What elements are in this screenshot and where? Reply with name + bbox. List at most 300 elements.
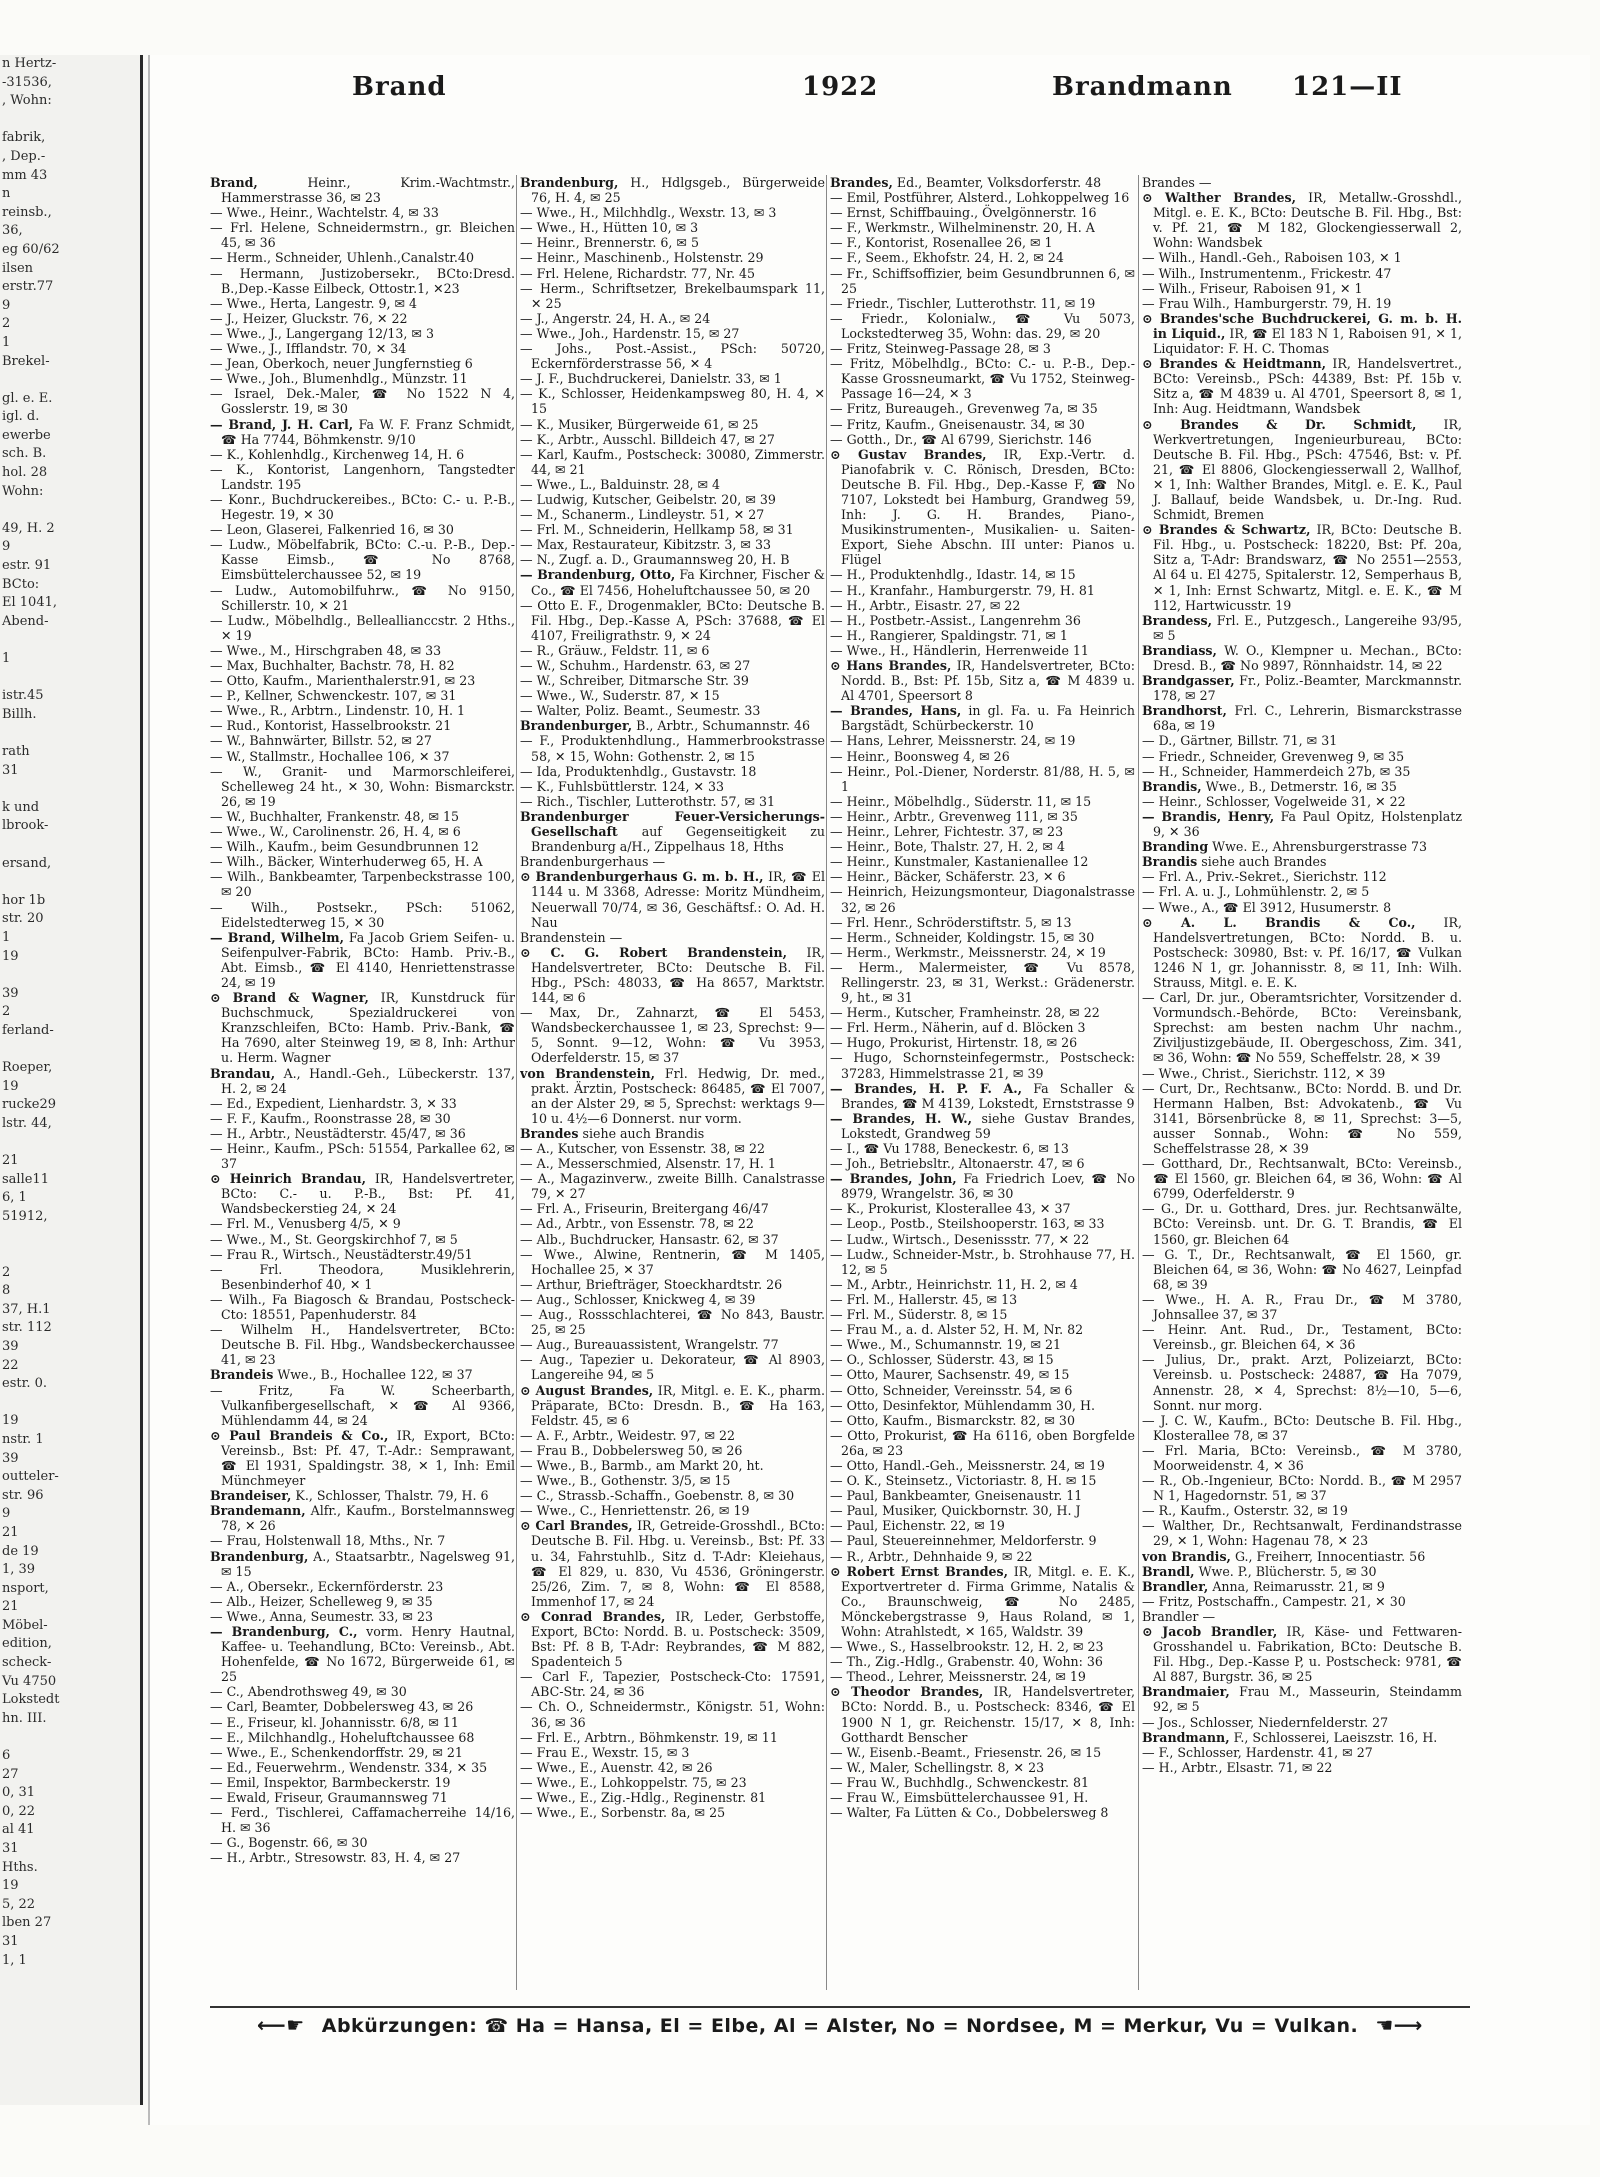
directory-entry [210,1428,515,1488]
entry-text: — Rich., Tischler, Lutterothstr. 57, ✉ 31 [520,793,776,809]
column-divider [1138,175,1139,1990]
entry-text: IR, Werkvertretungen, Ingenieurbureau, BCto: Deutsche B. Fil. Hbg., PSch: 47546, Bst: v. Pf. 21, ☎ El 8806, Glockengiesserwall 2, Wallhof, ✕ 1, Inh: Walther Brandes, Mitgl. e. E. K., Paul J. Ballauf, beide Wandsbek, u. Dr.-Ing. Rud. Schmidt, Bremen [1153,416,1462,523]
directory-entry [830,1413,1135,1428]
entry-name: Brandau, [210,1065,276,1081]
directory-entry [520,733,825,763]
directory-entry [520,809,825,854]
directory-entry [1142,1201,1462,1246]
directory-entry [210,809,515,824]
directory-entry [210,613,515,643]
directory-entry [520,250,825,265]
directory-entry [1142,356,1462,416]
entry-text: — Rud., Kontorist, Hasselbrookstr. 21 [210,718,452,734]
gutter-line: Brekel- [2,353,50,369]
gutter-line: 0, 22 [2,1803,36,1819]
entry-name: ⊙ Hans Brandes, [830,658,952,673]
directory-entry [830,1503,1135,1518]
directory-entry [1142,900,1462,915]
entry-name: ⊙ Brand & Wagner, [210,990,369,1006]
entry-text: — Heinr., Bäcker, Schäferstr. 23, ✕ 6 [830,869,1066,885]
directory-entry [1142,884,1462,899]
gutter-line: 31 [2,1933,19,1949]
entry-name: ⊙ Brandes & Dr. Schmidt, [1142,416,1417,432]
directory-entry [210,1699,515,1714]
directory-entry [830,235,1135,250]
directory-entry [210,266,515,296]
directory-entry [830,205,1135,220]
entry-text: — Aug., Rossschlachterei, ☎ No 843, Baustr. 25, ✉ 25 [520,1307,825,1338]
entry-text: Frl. C., Lehrerin, Bismarckstrasse 68a, ✉ 19 [1153,703,1462,734]
entry-text: — Hans, Lehrer, Meissnerstr. 24, ✉ 19 [830,733,1076,749]
directory-column-2 [520,175,825,1990]
directory-entry [210,658,515,673]
directory-entry [520,764,825,779]
entry-name: von Brandis, [1142,1548,1231,1564]
entry-text: — E., Milchhandlg., Hoheluftchaussee 68 [210,1729,475,1745]
directory-entry [210,703,515,718]
entry-text: — A., Magazinverw., zweite Billh. Canalstrasse 79, ✕ 27 [520,1171,825,1202]
directory-entry [830,1020,1135,1035]
entry-text: — Walter, Fa Lütten & Co., Dobbelersweg 8 [830,1805,1109,1821]
gutter-line: lstr. 44, [2,1115,52,1131]
gutter-line: fabrik, [2,130,46,146]
entry-text: IR, Handelsvertreter, BCto: Nordd. B., u. Postscheck: 8346, ☎ El 1900 N 1, gr. Reichenstr. 15/17, ✕ 8, Inh: Gotthardt Benscher [841,1684,1135,1745]
entry-text: — Wwe., L., Balduinstr. 28, ✉ 4 [520,476,721,492]
entry-text: auf Gegenseitigkeit zu Brandenburg a/H., Zippelhaus 18, Hths [531,824,825,855]
entry-text: — F., Produktenhdlung., Hammerbrookstrasse 58, ✕ 15, Wohn: Gothenstr. 2, ✉ 15 [520,733,825,764]
entry-text: — Wilh., Instrumentenm., Frickestr. 47 [1142,265,1392,281]
gutter-line: outteler- [2,1469,59,1485]
directory-entry [520,854,825,869]
gutter-line: 21 [2,1524,19,1540]
gutter-line: 1 [2,929,11,945]
entry-name: ⊙ Brandenburgerhaus G. m. b. H., [520,869,764,885]
directory-entry [830,1337,1135,1352]
entry-name: — Brandenburg, Otto, [520,567,676,583]
directory-entry [830,643,1135,658]
directory-entry [210,1367,515,1382]
directory-entry [1142,854,1462,869]
gutter-line: ewerbe [2,427,51,443]
directory-entry [1142,1322,1462,1352]
directory-entry [830,613,1135,628]
gutter-line: 1 [2,651,11,666]
directory-entry [520,326,825,341]
entry-text: — Carl, Dr. jur., Oberamtsrichter, Vorsitzender d. Vormundsch.-Behörde, BCto: Vereinsbank, Sprechst: am besten nachm Uhr nachm., Ziviljustizgebäude, II. Obergeschoss, Zim. 341, ✉ 36, Wohn: ☎ No 559, Scheffelstr. 28, ✕ 39 [1142,990,1462,1066]
entry-text: — Frl. A., Friseurin, Breitergang 46/47 [520,1201,769,1217]
entry-text: — Heinr., Maschinenb., Holstenstr. 29 [520,250,764,266]
directory-entry [210,1126,515,1141]
directory-entry [1142,1292,1462,1322]
entry-text: — Wwe., Anna, Seumestr. 33, ✉ 23 [210,1608,433,1624]
entry-text: — Wwe., E., Auenstr. 42, ✉ 26 [520,1759,713,1775]
directory-entry [210,1579,515,1594]
gutter-line: al 41 [2,1822,35,1838]
entry-text: — G. T., Dr., Rechtsanwalt, ☎ El 1560, gr. Bleichen 64, ✉ 36, Wohn: ☎ No 4627, Leinpfad 68, ✉ 39 [1142,1246,1462,1292]
entry-text: — Karl, Kaufm., Postscheck: 30080, Zimmerstr. 44, ✉ 21 [520,446,825,477]
entry-text: — Frl. A., Priv.-Sekret., Sierichstr. 112 [1142,869,1387,885]
gutter-line: Hths. [2,1859,38,1875]
entry-text: — F., Kontorist, Rosenallee 26, ✉ 1 [830,235,1053,251]
entry-text: — Wwe., E., Zig.-Hdlg., Reginenstr. 81 [520,1790,767,1806]
entry-text: — F., Seem., Ekhofstr. 24, H. 2, ✉ 24 [830,250,1064,266]
directory-entry [210,386,515,416]
entry-text: — H., Arbtr., Elsastr. 71, ✉ 22 [1142,1759,1333,1775]
pointing-hand-left-icon: ⟵☛ [257,2013,305,2037]
directory-entry [830,1216,1135,1231]
gutter-line [0,501,140,520]
entry-name: Brandler, [1142,1578,1209,1594]
directory-entry [520,794,825,809]
directory-entry [210,1609,515,1624]
entry-text: siehe auch Brandes [1201,854,1327,870]
entry-text: — Herm., Kutscher, Framheinstr. 28, ✉ 22 [830,1005,1100,1021]
entry-text: — Ed., Expedient, Lienhardstr. 3, ✕ 33 [210,1095,457,1111]
gutter-line: -31536, [2,74,52,90]
entry-name: — Brandis, Henry, [1142,808,1275,824]
gutter-line: 6, 1 [2,1190,27,1206]
directory-entry [830,824,1135,839]
gutter-line [0,966,140,985]
entry-text: — A., Messerschmied, Alsenstr. 17, H. 1 [520,1156,776,1172]
entry-text: — Curt, Dr., Rechtsanw., BCto: Nordd. B. und Dr. Hermann Halben, Bst: Advokatenb., ☎ Vu 3141, Börsenbrücke 8, ✉ 11, Sprechst: 3—5, ausser Sonnab., Wohn: ☎ No 559, Scheffelstrasse 28, ✕ 39 [1142,1080,1462,1156]
gutter-line: 2 [2,316,11,332]
gutter-line [0,780,140,799]
directory-entry [520,1216,825,1231]
directory-entry [1142,417,1462,523]
entry-text: — Wwe., B., Gothenstr. 3/5, ✉ 15 [520,1473,731,1489]
entry-text: — K., Schlosser, Heidenkampsweg 80, H. 4, ✕ 15 [520,386,825,417]
directory-entry [1142,1081,1462,1156]
entry-text: IR, Handelsvertret., BCto: Vereinsb., PSch: 44389, Bst: Pf. 15b v. Sitz a, ☎ M 4839 u. Al 4701, Speersort 8, ✉ 1, Inh: Aug. Heidtmann, Wandsbek [1153,356,1462,417]
directory-entry [1142,311,1462,356]
directory-entry [520,552,825,567]
entry-text: — Heinr., Möbelhdlg., Süderstr. 11, ✉ 15 [830,793,1092,809]
entry-text: — Konr., Buchdruckereibes., BCto: C.- u. P.-B., Hegestr. 19, ✕ 30 [210,491,515,523]
gutter-line: 21 [2,1599,19,1615]
directory-entry [210,643,515,658]
directory-entry [830,628,1135,643]
entry-name: Brandgasser, [1142,673,1235,689]
entry-text: — Wwe., Joh., Hardenstr. 15, ✉ 27 [520,325,740,341]
directory-entry [520,492,825,507]
directory-entry [520,220,825,235]
directory-entry [830,1549,1135,1564]
entry-text: — Wwe., E., Sorbenstr. 8a, ✉ 25 [520,1805,726,1821]
directory-entry [520,371,825,386]
directory-entry [1142,1549,1462,1564]
entry-text: — Otto, Kaufm., Marienthalerstr.91, ✉ 23 [210,673,476,689]
entry-text: Brandes — [1142,175,1212,190]
entry-text: — Wwe., W., Suderstr. 87, ✕ 15 [520,688,720,704]
entry-text: — Frau B., Dobbelersweg 50, ✉ 26 [520,1442,743,1458]
directory-entry [520,1669,825,1699]
gutter-line: Billh. [2,706,37,722]
directory-entry [1142,673,1462,703]
entry-text: — Frau M., a. d. Alster 52, H. M, Nr. 82 [830,1322,1084,1338]
gutter-line: 51912, [2,1208,48,1224]
directory-entry [520,1805,825,1820]
entry-text: — Leop., Postb., Steilshooperstr. 163, ✉ 33 [830,1216,1105,1232]
directory-entry [520,311,825,326]
gutter-line: El 1041, [2,595,57,611]
directory-entry [1142,1579,1462,1594]
directory-entry [520,945,825,1005]
directory-entry [1142,1473,1462,1503]
entry-text: IR, Handelsvertreter, BCto: Nordd. B., Bst: Pf. 15b, Sitz a, ☎ M 4839 u. Al 4701, Speersort 8 [841,658,1135,704]
gutter-line: lbrook- [2,818,49,834]
entry-text: — Emil, Inspektor, Barmbeckerstr. 19 [210,1774,451,1790]
directory-entry [210,341,515,356]
entry-text: — Wilh., Bäcker, Winterhuderweg 65, H. A [210,854,483,870]
entry-text: — F. F., Kaufm., Roonstrasse 28, ✉ 30 [210,1110,451,1126]
entry-text: — Wilh., Handl.-Geh., Raboisen 103, ✕ 1 [1142,250,1402,266]
directory-entry [520,1488,825,1503]
abbreviations-footer [210,2006,1470,2042]
entry-name: Brandis, [1142,778,1202,794]
entry-text: — Friedr., Schneider, Grevenweg 9, ✉ 35 [1142,748,1405,764]
gutter-line: ilsen [2,260,34,276]
entry-text: — J. F., Buchdruckerei, Danielstr. 33, ✉ 1 [520,371,782,387]
entry-text: — Israel, Dek.-Maler, ☎ No 1522 N 4, Gosslerstr. 19, ✉ 30 [210,386,515,417]
directory-entry [830,1081,1135,1111]
directory-entry [1142,749,1462,764]
directory-entry [210,537,515,582]
directory-entry [210,1594,515,1609]
gutter-line: erstr.77 [2,279,54,295]
directory-entry [210,311,515,326]
gutter-line: 39 [2,985,19,1001]
directory-entry [830,854,1135,869]
entry-text: — Wwe., H. A. R., Frau Dr., ☎ M 3780, Johnsallee 37, ✉ 37 [1142,1291,1462,1323]
gutter-line [0,631,140,650]
directory-entry [210,673,515,688]
gutter-line: rath [2,743,30,759]
entry-text: Wwe. E., Ahrensburgerstrasse 73 [1212,839,1427,855]
directory-entry [1142,733,1462,748]
entry-text: — Ed., Feuerwehrm., Wendenstr. 334, ✕ 35 [210,1759,488,1775]
directory-entry [520,598,825,643]
directory-entry [830,1473,1135,1488]
directory-entry [1142,915,1462,990]
gutter-line [0,1040,140,1059]
entry-text: — Frl. M., Venusberg 4/5, ✕ 9 [210,1216,401,1232]
gutter-line: 31 [2,762,19,778]
directory-entry [830,1669,1135,1684]
gutter-line [0,1226,140,1245]
directory-entry [830,1307,1135,1322]
directory-entry [520,1156,825,1171]
entry-name: Brandes [520,1125,579,1141]
directory-entry [210,1066,515,1096]
directory-entry [210,1111,515,1126]
entry-text: F., Schlosserei, Laeiszstr. 16, H. [1233,1729,1438,1745]
entry-name: von Brandenstein, [520,1065,655,1081]
entry-text: — Paul, Bankbeamter, Gneisenaustr. 11 [830,1488,1083,1504]
entry-text: — Jean, Oberkoch, neuer Jungfernstieg 6 [210,356,473,372]
entry-text: — Wwe., R., Arbtrn., Lindenstr. 10, H. 1 [210,703,465,719]
gutter-line: BCto: [2,576,40,592]
directory-entry [520,673,825,688]
gutter-line: 9 [2,297,11,313]
directory-entry [1142,809,1462,839]
entry-text: — W., Granit- und Marmorschleiferei, Schelleweg 24 ht., ✕ 30, Wohn: Bismarckstr. 26, ✉ 19 [210,763,515,809]
entry-name: ⊙ Brandes'sche Buchdruckerei, G. m. b. H. in Liquid., [1142,310,1462,341]
directory-entry [1142,522,1462,613]
directory-column-3 [830,175,1135,1990]
entry-text: — O. K., Steinsetz., Victoriastr. 8, H. ✉ 15 [830,1473,1097,1489]
gutter-line [0,1394,140,1413]
entry-text: — W., Bahnwärter, Billstr. 52, ✉ 27 [210,733,432,749]
entry-text: — Friedr., Kolonialw., ☎ Vu 5073, Lockstedterweg 35, Wohn: das. 29, ✉ 20 [830,310,1135,341]
entry-text: Heinr., Krim.-Wachtmstr., Hammerstrasse 36, ✉ 23 [221,175,515,206]
entry-text: IR, Leder, Gerbstoffe, Export, BCto: Nordd. B. u. Postscheck: 3509, Bst: Pf. 8 B, T-Adr: Reybrandes, ☎ M 882, Spadenteich 5 [531,1608,825,1670]
gutter-line: reinsb., [2,204,52,220]
directory-entry [520,567,825,597]
gutter-line: 19 [2,1078,19,1094]
entry-text: IR, Getreide-Grosshdl., BCto: Deutsche B. Fil. Hbg. u. Vereinsb., Bst: Pf. 33 u. 34, Fahrstuhlb., Sitz d. T-Adr: Kleiehaus, ☎ El 829, u. 830, Vu 4536, Gröningerstr. 25/26, Zim. 7, ✉ 8, Wohn: ☎ El 8588, Immenhof 17, ✉ 24 [531,1518,825,1609]
directory-entry [520,417,825,432]
directory-entry [830,190,1135,205]
directory-entry [830,583,1135,598]
directory-entry [1142,613,1462,643]
directory-entry [1142,1684,1462,1714]
directory-entry [830,417,1135,432]
entry-name: Brandeiser, [210,1488,292,1504]
directory-entry [520,779,825,794]
directory-entry [1142,1503,1462,1518]
directory-entry [830,1292,1135,1307]
gutter-line: Möbel- [2,1617,48,1633]
directory-entry [830,764,1135,794]
directory-entry [830,794,1135,809]
gutter-line: k und [2,799,40,815]
entry-text: — R., Gräuw., Feldstr. 11, ✉ 6 [520,642,710,658]
entry-text: — Frau Wilh., Hamburgerstr. 79, H. 19 [1142,295,1392,311]
directory-entry [830,1684,1135,1744]
gutter-line: ersand, [2,855,52,871]
entry-text: — Ludw., Möbelhdlg., Belleallianccstr. 2 Hths., ✕ 19 [210,612,515,643]
gutter-line: lben 27 [2,1915,52,1931]
entry-text: IR, ☎ El 1144 u. M 3368, Adresse: Moritz Mündheim, Neuerwall 70/74, ✉ 36, Geschäftsf.: O. Ad. H. Nau [531,869,825,930]
directory-entry [830,567,1135,582]
directory-entry [210,1503,515,1533]
directory-entry [520,1126,825,1141]
entry-text: IR, Handelsvertreter, BCto: Deutsche B. Fil. Hbg., PSch: 48033, ☎ Ha 8657, Marktstr. 144, ✉ 6 [531,944,825,1006]
directory-entry [210,583,515,613]
directory-entry [830,1171,1135,1201]
entry-name: ⊙ Paul Brandeis & Co., [210,1427,389,1443]
gutter-line [0,669,140,688]
directory-entry [210,371,515,386]
gutter-line: istr.45 [2,688,44,704]
entry-name: ⊙ C. G. Robert Brandenstein, [520,944,787,960]
entry-text: Wwe., B., Detmerstr. 16, ✉ 35 [1205,778,1397,794]
directory-entry [830,311,1135,341]
gutter-line: 2 [2,1264,11,1280]
directory-entry [210,356,515,371]
entry-text: — Frl. Maria, BCto: Vereinsb., ☎ M 3780, Moorweidenstr. 4, ✕ 36 [1142,1442,1462,1473]
entry-text: — Wwe., Alwine, Rentnerin, ☎ M 1405, Hochallee 25, ✕ 37 [520,1246,825,1277]
directory-column-4 [1142,175,1462,1990]
gutter-line: 27 [2,1766,19,1782]
entry-text: Brandenburgerhaus — [520,854,666,870]
entry-text: — Ludw., Automobilfuhrw., ☎ No 9150, Schillerstr. 10, ✕ 21 [210,582,515,613]
entry-text: — Wwe., J., Ifflandstr. 70, ✕ 34 [210,341,407,357]
directory-entry [830,220,1135,235]
directory-entry [210,1488,515,1503]
gutter-line: str. 112 [2,1320,52,1336]
directory-entry [210,1533,515,1548]
gutter-line: Abend- [2,613,49,629]
entry-text: — Ernst, Schiffbauing., Övelgönnerstr. 16 [830,205,1097,221]
gutter-line: Roeper, [2,1060,53,1076]
directory-entry [830,356,1135,401]
directory-entry [210,1715,515,1730]
entry-text: — Wwe., Christ., Sierichstr. 112, ✕ 39 [1142,1065,1386,1081]
directory-entry [520,1428,825,1443]
entry-text: — W., Schuhm., Hardenstr. 63, ✉ 27 [520,658,751,673]
entry-name: ⊙ Heinrich Brandau, [210,1171,367,1187]
entry-text: — Wwe., S., Hasselbrookstr. 12, H. 2, ✉ 23 [830,1639,1104,1655]
directory-entry [210,1745,515,1760]
entry-text: — Theod., Lehrer, Meissnerstr. 24, ✉ 19 [830,1669,1086,1685]
entry-text: — Ludw., Möbelfabrik, BCto: C.-u. P.-B., Dep.-Kasse Eimsb., ☎ No 8768, Eimsbüttelerchaussee 52, ✉ 19 [210,537,515,583]
entry-text: — Joh., Betriebsltr., Altonaerstr. 47, ✉ 6 [830,1156,1085,1172]
entry-text: — H., Postbetr.-Assist., Langenrehm 36 [830,612,1081,628]
entry-text: — R., Kaufm., Osterstr. 32, ✉ 19 [1142,1503,1348,1519]
directory-entry [520,1247,825,1277]
entry-text: — Walther, Dr., Rechtsanwalt, Ferdinandstrasse 29, ✕ 1, Wohn: Hagenau 78, ✕ 23 [1142,1518,1462,1549]
entry-name: Brandess, [1142,612,1212,628]
entry-text: — K., Kohlenhdlg., Kirchenweg 14, H. 6 [210,446,465,462]
directory-entry [210,764,515,809]
directory-entry [210,1262,515,1292]
entry-text: — Aug., Tapezier u. Dekorateur, ☎ Al 8903, Langereihe 94, ✉ 5 [520,1352,825,1383]
gutter-line: igl. d. [2,409,40,425]
directory-entry [830,1790,1135,1805]
entry-name: Brand, [210,175,258,190]
entry-text: — G., Dr. u. Gotthard, Dres. jur. Rechtsanwälte, BCto: Vereinsb. unt. Dr. G. T. Brandis, ☎ El 1560, gr. Bleichen 64 [1142,1201,1462,1247]
entry-text: — Frau E., Wexstr. 15, ✉ 3 [520,1744,690,1760]
entry-name: ⊙ Theodor Brandes, [830,1684,984,1700]
directory-entry [830,930,1135,945]
entry-text: — H., Rangierer, Spaldingstr. 71, ✉ 1 [830,627,1068,643]
directory-entry [520,1307,825,1337]
entry-text: — M., Arbtr., Heinrichstr. 11, H. 2, ✉ 4 [830,1276,1078,1292]
directory-entry [830,1050,1135,1080]
gutter-line: de 19 [2,1543,39,1559]
entry-name: Brandenburg, [210,1548,309,1564]
entry-text: — J., Angerstr. 24, H. A., ✉ 24 [520,310,711,326]
directory-entry [830,1367,1135,1382]
gutter-line: Lokstedt [2,1692,60,1708]
directory-entry [520,477,825,492]
directory-entry [830,1383,1135,1398]
entry-name: Brandmann, [1142,1729,1230,1745]
entry-text: — Hermann, Justizobersekr., BCto:Dresd. B.,Dep.-Kasse Eilbeck, Ottostr.1, ✕23 [210,265,515,296]
directory-entry [210,839,515,854]
entry-text: Wwe., B., Hochallee 122, ✉ 37 [277,1367,473,1383]
entry-text: — Carl, Beamter, Dobbelersweg 43, ✉ 26 [210,1699,474,1715]
entry-text: — Frl. M., Süderstr. 8, ✉ 15 [830,1307,1008,1323]
entry-text: — N., Zugf. a. D., Graumannsweg 20, H. B [520,552,790,568]
entry-text: Fa Schaller & Brandes, ☎ M 4139, Lokstedt, Ernststrasse 9 [841,1080,1135,1111]
entry-text: — K., Arbtr., Ausschl. Billdeich 47, ✉ 27 [520,431,775,447]
directory-entry [210,205,515,220]
entry-text: — K., Musiker, Bürgerweide 61, ✉ 25 [520,416,759,432]
directory-entry [520,175,825,205]
